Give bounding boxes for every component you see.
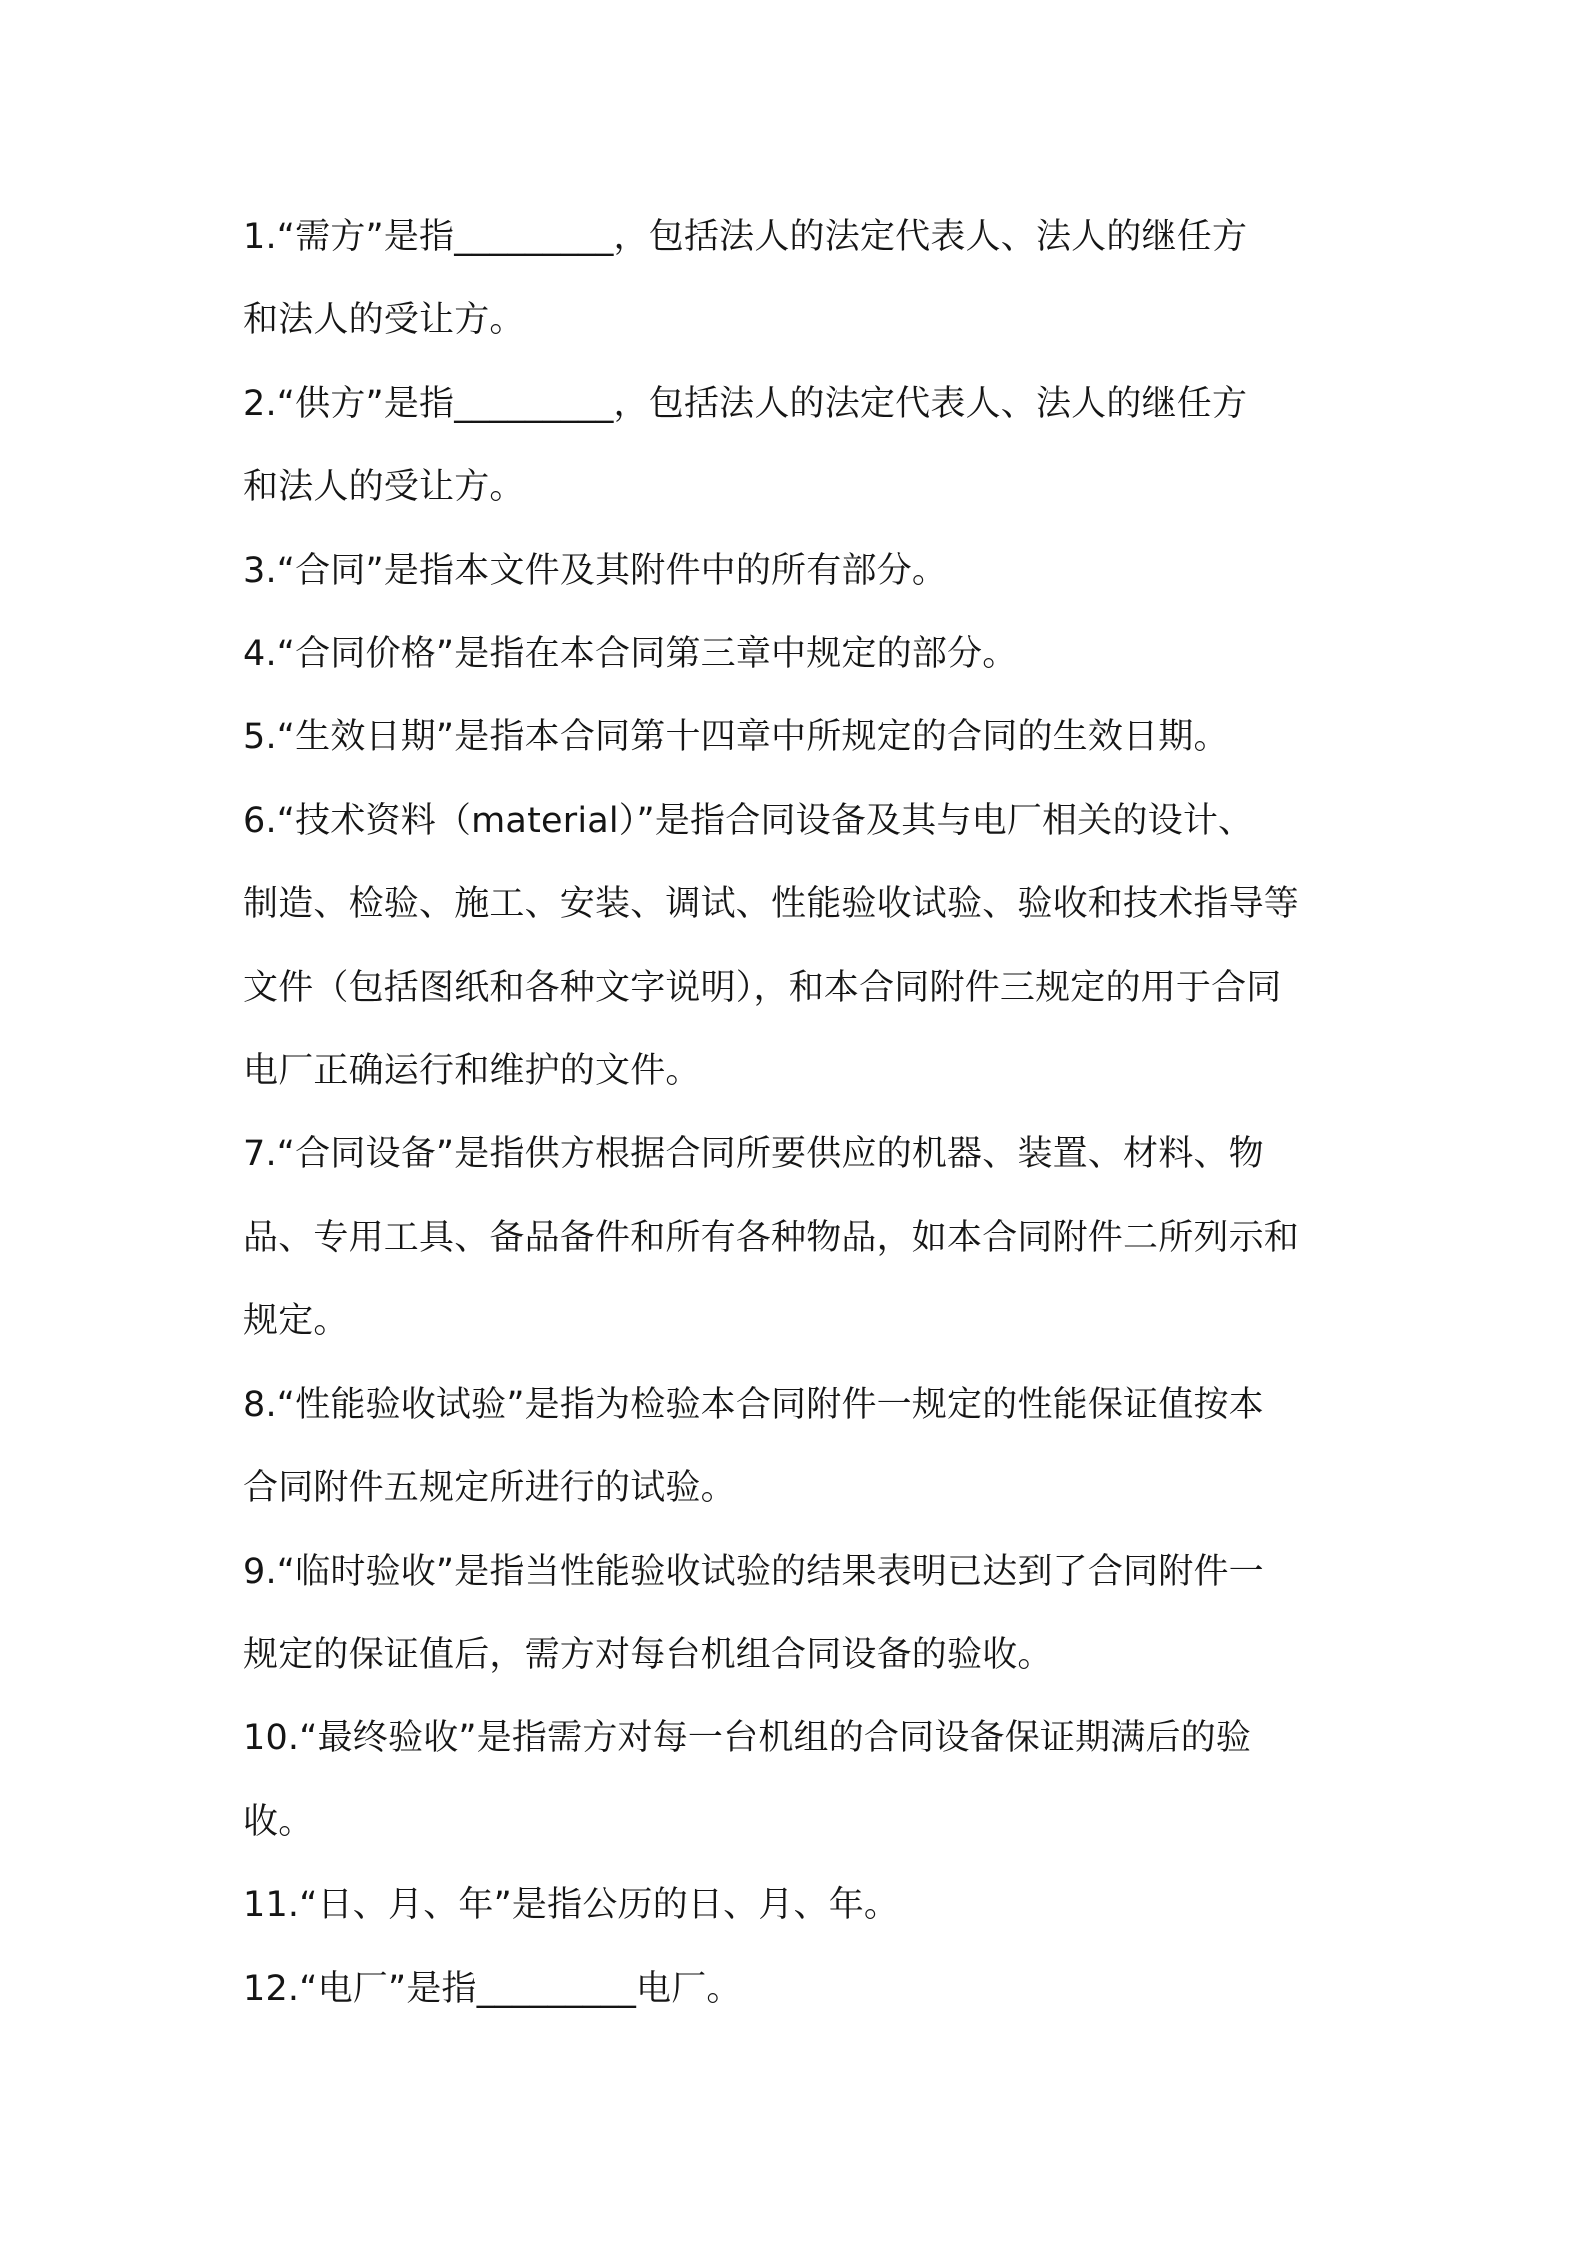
definition-item-12 bbox=[243, 1948, 1358, 2031]
definition-line: 制造、检验、施工、安装、调试、性能验收试验、验收和技术指导等 bbox=[243, 884, 1300, 925]
definition-item-6 bbox=[243, 780, 1358, 1114]
definition-line: 3.“合同”是指本文件及其附件中的所有部分。 bbox=[243, 550, 948, 591]
definition-line: 1.“需方”是指_________，包括法人的法定代表人、法人的继任方 bbox=[243, 217, 1248, 257]
definition-line: 4.“合同价格”是指在本合同第三章中规定的部分。 bbox=[243, 634, 1018, 675]
definition-item-3 bbox=[243, 530, 1358, 613]
definition-line: 和法人的受让方。 bbox=[243, 467, 525, 508]
definition-item-8 bbox=[243, 1364, 1358, 1531]
definition-item-7 bbox=[243, 1113, 1358, 1363]
definition-line: 2.“供方”是指_________，包括法人的法定代表人、法人的继任方 bbox=[243, 383, 1248, 424]
definition-line: 11.“日、月、年”是指公历的日、月、年。 bbox=[243, 1885, 900, 1926]
definition-line: 10.“最终验收”是指需方对每一台机组的合同设备保证期满后的验 bbox=[243, 1718, 1252, 1759]
definition-line: 品、专用工具、备品备件和所有各种物品，如本合同附件二所列示和 bbox=[243, 1217, 1300, 1258]
definition-item-9 bbox=[243, 1531, 1358, 1698]
definition-line: 收。 bbox=[243, 1801, 314, 1842]
definition-line: 8.“性能验收试验”是指为检验本合同附件一规定的性能保证值按本 bbox=[243, 1384, 1264, 1425]
definition-line: 5.“生效日期”是指本合同第十四章中所规定的合同的生效日期。 bbox=[243, 717, 1229, 758]
definition-item-2 bbox=[243, 363, 1358, 530]
definition-line: 电厂正确运行和维护的文件。 bbox=[243, 1051, 701, 1092]
definition-line: 规定的保证值后，需方对每台机组合同设备的验收。 bbox=[243, 1634, 1053, 1675]
definition-item-11 bbox=[243, 1864, 1358, 1947]
definition-line: 12.“电厂”是指_________电厂。 bbox=[243, 1968, 742, 2009]
definition-line: 6.“技术资料（material）”是指合同设备及其与电厂相关的设计、 bbox=[243, 800, 1254, 841]
definition-item-4 bbox=[243, 613, 1358, 696]
definition-line: 文件（包括图纸和各种文字说明），和本合同附件三规定的用于合同 bbox=[243, 967, 1282, 1008]
definition-line: 规定。 bbox=[243, 1301, 349, 1342]
definitions-list bbox=[243, 196, 1358, 2031]
definition-line: 9.“临时验收”是指当性能验收试验的结果表明已达到了合同附件一 bbox=[243, 1551, 1264, 1592]
definition-line: 合同附件五规定所进行的试验。 bbox=[243, 1468, 736, 1509]
definition-line: 和法人的受让方。 bbox=[243, 300, 525, 341]
definition-item-5 bbox=[243, 696, 1358, 779]
definition-item-10 bbox=[243, 1697, 1358, 1864]
definition-item-1 bbox=[243, 196, 1358, 363]
definition-line: 7.“合同设备”是指供方根据合同所要供应的机器、装置、材料、物 bbox=[243, 1134, 1264, 1175]
